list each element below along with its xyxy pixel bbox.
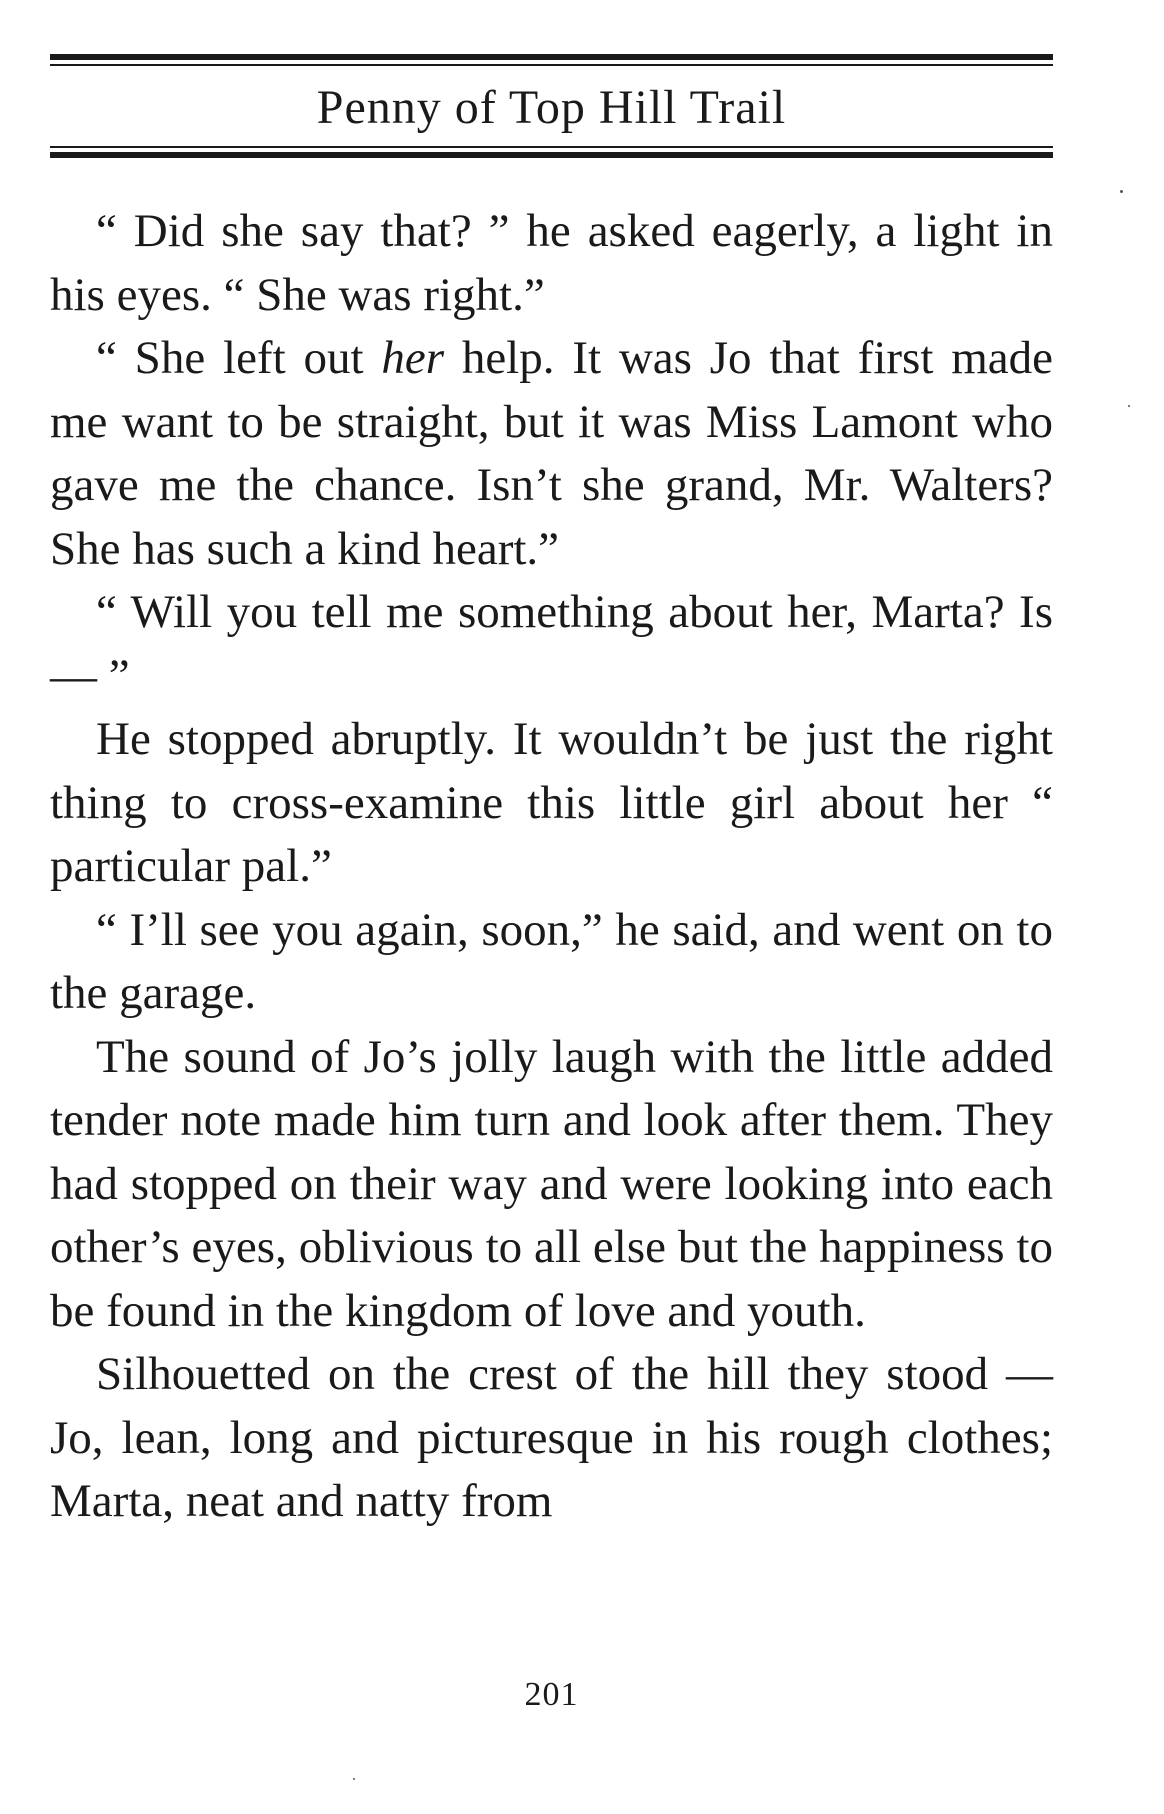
body-text: [50, 200, 1053, 1534]
page-number: 201: [524, 1676, 579, 1713]
paragraph-text: “ Did she say that? ” he asked eagerly, a light in his eyes. “ She was right.”: [50, 205, 1053, 321]
paragraph: [50, 1343, 1053, 1534]
header-rule-bottom: [50, 146, 1053, 158]
paragraph-text: help. It was Jo that first made me want to be straight, but it was Miss Lamont who gave me the chance. Isn’t she grand, Mr. Walters? She has such a kind heart.”: [50, 332, 1053, 575]
paragraph: [50, 1026, 1053, 1344]
emphasized-word: her: [381, 332, 444, 384]
paragraph: [50, 200, 1053, 327]
header-rule-thin: [50, 64, 1053, 66]
paragraph-text: Silhouetted on the crest of the hill they stood — Jo, lean, long and picturesque in his rough clothes; Marta, neat and natty from: [50, 1348, 1053, 1527]
header-rule-thick: [50, 152, 1053, 158]
paragraph-text: “ I’ll see you again, soon,” he said, and went on to the garage.: [50, 903, 1053, 1019]
running-title: Penny of Top Hill Trail: [316, 81, 787, 134]
paragraph-text: He stopped abruptly. It wouldn’t be just the right thing to cross-examine this little girl about her “ particular pal.”: [50, 713, 1053, 892]
paragraph-text: “ She left out: [96, 332, 382, 384]
scan-speck: [1120, 190, 1123, 193]
scan-speck: [353, 1778, 355, 1780]
paragraph: [50, 581, 1053, 708]
header-rule-thick: [50, 54, 1053, 60]
header-rule-thin: [50, 146, 1053, 148]
paragraph-text: “ Will you tell me something about her, Marta? Is — ”: [50, 586, 1053, 702]
header-rule-top: [50, 54, 1053, 66]
scan-speck: [1128, 405, 1130, 407]
paragraph: [50, 899, 1053, 1026]
paragraph: [50, 327, 1053, 581]
paragraph-text: The sound of Jo’s jolly laugh with the little added tender note made him turn and look after them. They had stopped on their way and were looking into each other’s eyes, oblivious to all else but the happiness to be found in the kingdom of love and youth.: [50, 1030, 1053, 1337]
paragraph: [50, 708, 1053, 899]
